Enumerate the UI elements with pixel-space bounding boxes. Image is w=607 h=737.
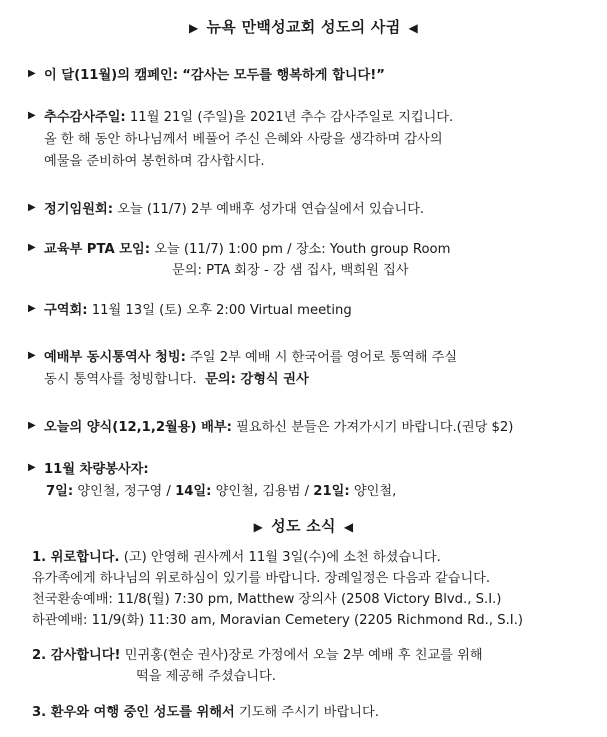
item3-label: 3. 환우와 여행 중인 성도를 위해서 <box>32 705 235 720</box>
member-news-item-2 <box>32 644 483 663</box>
thanksgiving-notice <box>44 106 453 125</box>
forms-notice <box>44 416 513 435</box>
committee-notice <box>44 198 424 217</box>
item1-label: 1. 위로합니다. <box>32 550 120 565</box>
interpreter-notice <box>44 346 457 365</box>
thanksgiving-label: 추수감사주일: <box>44 110 126 125</box>
drivers-w2-label: 14일: <box>175 484 212 499</box>
interpreter-contact: 문의: 강형식 권사 <box>205 372 309 387</box>
drivers-label: 11월 차량봉사자: <box>44 462 149 477</box>
drivers-w1-names: 양인철, 정구영 / <box>77 484 171 499</box>
drivers-w3-label: 21일: <box>313 484 350 499</box>
campaign-label: 이 달(11월)의 캠페인: <box>44 68 179 83</box>
left-triangle-icon: ◀ <box>343 520 354 534</box>
left-triangle-icon: ◀ <box>408 21 419 35</box>
interpreter-line2-row <box>44 368 309 387</box>
item2-line2: 떡을 제공해 주셨습니다. <box>136 669 276 684</box>
item2-line1: 민귀홍(현순 권사)장로 가정에서 오늘 2부 예배 후 친교를 위해 <box>124 648 483 663</box>
thanksgiving-line3: 예물을 준비하여 봉헌하며 감사합시다. <box>44 154 265 169</box>
item3-text: 기도해 주시기 바랍니다. <box>238 705 379 720</box>
pta-line1: 오늘 (11/7) 1:00 pm / 장소: Youth group Room <box>154 242 451 257</box>
item1-line2: 유가족에게 하나님의 위로하심이 있기를 바랍니다. 장례일정은 다음과 같습니다. <box>32 571 491 586</box>
member-news-title <box>0 515 607 536</box>
pta-line2: 문의: PTA 회장 - 강 샘 집사, 백희원 집사 <box>172 263 409 278</box>
member-news-title-text: 성도 소식 <box>271 517 336 535</box>
bullet-icon: ▶ <box>28 420 36 431</box>
campaign-text: “감사는 모두를 행복하게 합니다!” <box>182 68 385 83</box>
interpreter-label: 예배부 동시통역사 청빙: <box>44 350 186 365</box>
committee-text: 오늘 (11/7) 2부 예배후 성가대 연습실에서 있습니다. <box>117 202 425 217</box>
drivers-w1-label: 7일: <box>46 484 74 499</box>
drivers-w3-names: 양인철, <box>353 484 397 499</box>
pta-label: 교육부 PTA 모임: <box>44 242 150 257</box>
bulletin-title <box>0 16 607 37</box>
district-text: 11월 13일 (토) 오후 2:00 Virtual meeting <box>91 303 352 318</box>
drivers-schedule <box>46 480 396 499</box>
interpreter-line1: 주일 2부 예배 시 한국어를 영어로 통역해 주실 <box>190 350 458 365</box>
campaign-notice <box>44 64 385 83</box>
right-triangle-icon: ▶ <box>188 21 199 35</box>
item1-line3: 천국환송예배: 11/8(월) 7:30 pm, Matthew 장의사 (2508 Victory Blvd., S.I.) <box>32 592 502 607</box>
item2-label: 2. 감사합니다! <box>32 648 121 663</box>
district-notice <box>44 299 352 318</box>
bulletin-title-text: 뉴욕 만백성교회 성도의 사귐 <box>206 18 401 36</box>
bullet-icon: ▶ <box>28 303 36 314</box>
bullet-icon: ▶ <box>28 350 36 361</box>
member-news-item-1 <box>32 546 441 565</box>
forms-label: 오늘의 양식(12,1,2월용) 배부: <box>44 420 232 435</box>
thanksgiving-line1: 11월 21일 (주일)을 2021년 추수 감사주일로 지킵니다. <box>129 110 454 125</box>
thanksgiving-line2: 올 한 해 동안 하나님께서 베풀어 주신 은혜와 사랑을 생각하며 감사의 <box>44 132 443 147</box>
forms-text: 필요하신 분들은 가져가시기 바랍니다.(권당 $2) <box>236 420 514 435</box>
bullet-icon: ▶ <box>28 110 36 121</box>
right-triangle-icon: ▶ <box>253 520 264 534</box>
bullet-icon: ▶ <box>28 462 36 473</box>
bullet-icon: ▶ <box>28 242 36 253</box>
item1-line4: 하관예배: 11/9(화) 11:30 am, Moravian Cemetery (2205 Richmond Rd., S.I.) <box>32 613 524 628</box>
district-label: 구역회: <box>44 303 88 318</box>
committee-label: 정기임원회: <box>44 202 113 217</box>
interpreter-line2: 동시 통역사를 청빙합니다. <box>44 372 197 387</box>
item1-line1: (고) 안영해 권사께서 11월 3일(수)에 소천 하셨습니다. <box>123 550 441 565</box>
bullet-icon: ▶ <box>28 202 36 213</box>
member-news-item-3 <box>32 701 379 720</box>
pta-notice <box>44 238 450 257</box>
bullet-icon: ▶ <box>28 68 36 79</box>
drivers-w2-names: 양인철, 김용범 / <box>215 484 310 499</box>
